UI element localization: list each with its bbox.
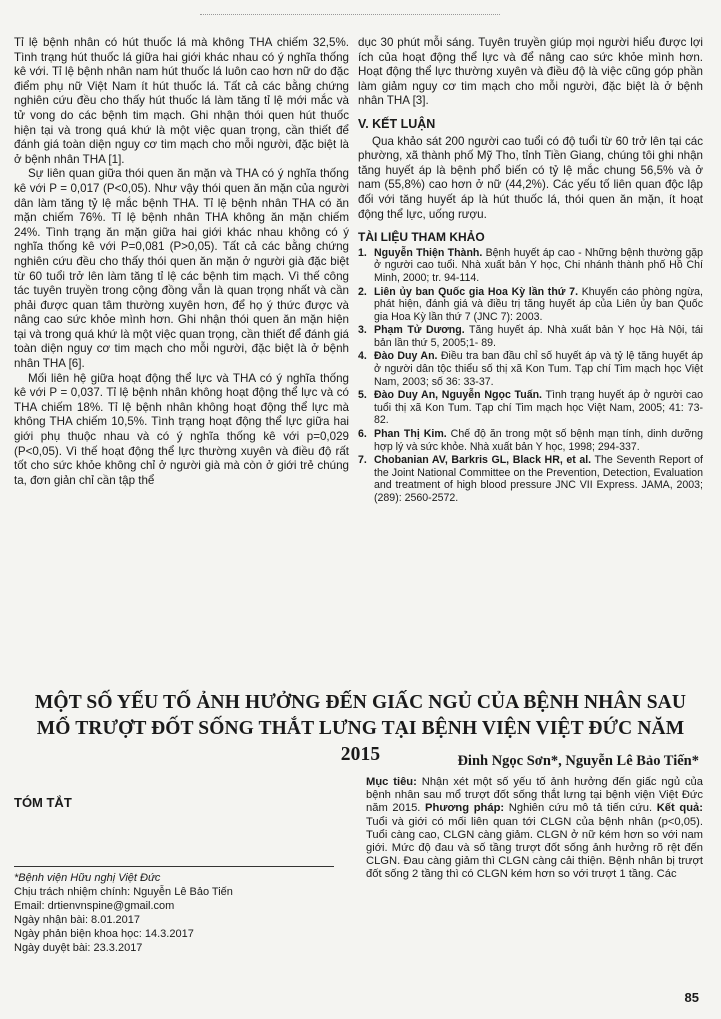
references-heading: TÀI LIỆU THAM KHẢO [358,230,485,245]
reference-text: Điều tra ban đầu chỉ số huyết áp và tỷ lệ tăng huyết áp ở người dân tộc thiểu số thị xã Kon Tum. Tạp chí Tim mạch học Việt Nam, 2003; số 36: 33-37. [374,350,703,388]
reference-item: 2. Liên ủy ban Quốc gia Hoa Kỳ lần thứ 7. Khuyến cáo phòng ngừa, phát hiện, đánh giá và điều trị tăng huyết áp của Liên ủy ban Quốc gia Hoa Kỳ lần thứ 7 (JNC 7): 2003. [358,285,703,323]
reference-text: Khuyến cáo phòng ngừa, phát hiện, đánh giá và điều trị tăng huyết áp của Liên ủy ban Quốc gia Hoa Kỳ lần thứ 7 (JNC 7): 2003. [374,285,703,323]
paragraph-continuation: dục 30 phút mỗi sáng. Tuyên truyền giúp mọi người hiểu được lợi ích của hoạt động thể lực và để nâng cao sức khỏe mình hơn. Hoạt động thể lực thường xuyên và điều độ là việc cũng góp phần làm giảm nguy cơ tim mạch cho mỗi người, đặc biệt là ở bệnh nhân THA [3]. [358,36,703,108]
paragraph-activity: Mối liên hệ giữa hoạt động thể lực và THA có ý nghĩa thống kê với P = 0,037. Tỉ lệ bệnh nhân không hoạt động thể lực và có THA chiếm 18%. Tỉ lệ bệnh nhân không hoạt động thể lực mà không THA chiếm 10,5%. Tình trạng hoạt động thể lực giữa hai giới phụ thuộc nhau và có ý nghĩa thống kê với p=0,029 (P<0,05). Vì thế hoạt động thể lực thường xuyên và điều độ rất tốt cho sức khỏe không chỉ ở người già mà còn ở giới trẻ chúng ta, đơn giản chỉ cần tập thể [14,371,349,487]
paragraph-salt: Sự liên quan giữa thói quen ăn mặn và THA có ý nghĩa thống kê với P = 0,017 (P<0,05). Như vậy thói quen ăn mặn của người dân làm tăng tỷ lệ mắc bệnh THA. Tỉ lệ bệnh nhân THA có ăn mặn chiếm 76%. Tỉ lệ bệnh nhân THA không ăn mặn chiếm 24%. Tình trạng ăn mặn giữa hai giới khác nhau không có ý nghĩa thống kê với P=0,081 (P>0,05). Tất cả các bằng chứng nghiên cứu đều cho thấy thói quen ăn mặn ở người già đặc biệt từ 60 tuổi trở lên làm tăng tỉ lệ các bệnh tim mạch. Vì thế công tác tuyên truyền trong cộng đồng vẫn là quan trọng nhất và cần phải được quan tâm thường xuyên hơn, để họ ý thức được và nâng cao sức khỏe mình hơn. Ghi nhận thói quen ăn mặn hiện tại và trong quá khứ là một việc quan trọng, cần thiết để đánh giá toàn diện nguy cơ tim mạch cho mỗi người, đặc biệt là ở bệnh nhân THA [6]. [14,167,349,371]
reference-author: Phan Thị Kim. [374,428,447,441]
page-number: 85 [684,990,699,1005]
reference-text: Tăng huyết áp. Nhà xuất bản Y học Hà Nội, tái bản lần thứ 5, 2005;1- 89. [374,324,703,349]
method-label: Phương pháp: [425,802,505,815]
reference-list [358,247,703,505]
left-column [14,36,349,488]
received-date: Ngày nhận bài: 8.01.2017 [14,914,140,926]
reference-author: Phạm Tử Dương. [374,324,465,337]
objective-label: Mục tiêu: [366,776,417,788]
paragraph-smoking: Tỉ lệ bệnh nhân có hút thuốc lá mà không THA chiếm 32,5%. Tình trạng hút thuốc lá giữa hai giới khác nhau có ý nghĩa thống kê với. Tỉ lệ bệnh nhân nam hút thuốc lá luôn cao hơn nữ do đặc điểm phụ nữ Việt Nam ít hút thuốc lá. Tất cả các bằng chứng nghiên cứu đều cho thấy hút thuốc lá làm tăng tỉ lệ mới mắc và tử vong do các bệnh tim mạch. Ghi nhận thói quen hút thuốc hiện tại và trong quá khứ là một việc quan trọng, cần thiết để đánh giá toàn diện nguy cơ tim mạch cho mỗi người, đặc biệt là ở bệnh nhân THA [1]. [14,36,349,166]
result-label: Kết quả: [656,802,703,815]
affiliation-block [14,866,334,955]
reference-author: Liên ủy ban Quốc gia Hoa Kỳ lần thứ 7. [374,285,579,298]
reference-text: Bệnh huyết áp cao - Những bệnh thường gặp ở người cao tuổi. Nhà xuất bản Y học, Chi nhánh thành phố Hồ Chí Minh, 2000; tr. 94-114. [374,246,703,284]
header-rule [200,14,500,15]
objective-text: Nhận xét một số yếu tố ảnh hưởng đến giấc ngủ của bệnh nhân sau mổ trượt đốt sống thắt lưng tại bệnh viện Việt Đức năm 2015. [366,776,703,815]
reference-item: 4. Đào Duy An. Điều tra ban đầu chỉ số huyết áp và tỷ lệ tăng huyết áp ở người dân tộc thiểu số thị xã Kon Tum. Tạp chí Tim mạch học Việt Nam, 2003; số 36: 33-37. [358,350,703,388]
approval-date: Ngày duyệt bài: 23.3.2017 [14,942,143,954]
conclusion-heading: V. KẾT LUẬN [358,116,436,131]
responsible-author: Chịu trách nhiệm chính: Nguyễn Lê Bảo Tiến [14,886,233,898]
article-title: MỘT SỐ YẾU TỐ ẢNH HƯỞNG ĐẾN GIẤC NGỦ CỦA BỆNH NHÂN SAU MỔ TRƯỢT ĐỐT SỐNG THẮT LƯNG TẠI BỆNH VIỆN VIỆT ĐỨC NĂM 2015 [34,692,687,765]
article-authors: Đinh Ngọc Sơn*, Nguyễn Lê Bảo Tiến* [457,753,699,769]
reference-item: 5. Đào Duy An, Nguyễn Ngọc Tuấn. Tình trạng huyết áp ở người cao tuổi thị xã Kon Tum. Tạp chí Tim mạch học Việt Nam, 2005; 41: 73-82. [358,389,703,427]
review-date: Ngày phản biện khoa học: 14.3.2017 [14,928,194,940]
reference-item: 1. Nguyễn Thiện Thành. Bệnh huyết áp cao - Những bệnh thường gặp ở người cao tuổi. Nhà xuất bản Y học, Chi nhánh thành phố Hồ Chí Minh, 2000; tr. 94-114. [358,246,703,284]
reference-item: 7. Chobanian AV, Barkris GL, Black HR, et al. The Seventh Report of the Joint National Committee on the Prevention, Detection, Evaluation and treatment of high blood pressure JNC VII Express. JAMA, 2003; (289): 2560-2572. [358,454,703,504]
result-text: Tuổi và giới có mối liên quan tới CLGN của bệnh nhân (p<0,05). Tuổi càng cao, CLGN càng giảm. CLGN ở nữ kém hơn so với nam giới. Mức độ đau và số tầng trượt đốt sống ảnh hưởng rõ rệt đến CLGN. Đau càng giảm thì CLGN càng cải thiện. Bệnh nhân bị trượt đốt sống 2 tầng thì có CLGN kém hơn so với trượt 1 tầng. Các [366,815,703,881]
affiliation: *Bệnh viện Hữu nghị Việt Đức [14,872,161,884]
method-text: Nghiên cứu mô tả tiến cứu. [504,802,657,815]
reference-text: Tình trạng huyết áp ở người cao tuổi thị xã Kon Tum. Tạp chí Tim mạch học Việt Nam, 2005; 41: 73-82. [374,389,703,427]
abstract-text [366,776,703,882]
reference-text: Chế độ ăn trong một số bệnh mạn tính, dinh dưỡng hợp lý và sức khỏe. Nhà xuất bản Y học, 1998; 294-337. [374,428,703,453]
reference-item: 3. Phạm Tử Dương. Tăng huyết áp. Nhà xuất bản Y học Hà Nội, tái bản lần thứ 5, 2005;1- 89. [358,324,703,349]
contact-email: Email: drtienvnspine@gmail.com [14,900,175,912]
reference-author: Đào Duy An. [374,350,438,363]
reference-author: Chobanian AV, Barkris GL, Black HR, et al. [374,454,592,467]
abstract-heading: TÓM TẮT [14,795,72,810]
conclusion-text: Qua khảo sát 200 người cao tuổi có độ tuổi từ 60 trở lên tại các phường, xã thành phố Mỹ Tho, tỉnh Tiền Giang, chúng tôi ghi nhận tăng huyết áp là bệnh phổ biến có tỷ lệ mắc chung 56,5% và ở nam (55,8%) cao hơn ở nữ (44,2%). Các yếu tố liên quan độc lập đối với tăng huyết áp là hút thuốc lá, thói quen ăn mặn, ít hoạt động thể lực, uống rượu. [358,134,703,221]
reference-text: The Seventh Report of the Joint National Committee on the Prevention, Detection, Evaluation and treatment of high blood pressure JNC VII Express. JAMA, 2003; (289): 2560-2572. [374,454,703,504]
right-column [358,36,703,506]
reference-author: Đào Duy An, Nguyễn Ngọc Tuấn. [374,389,543,402]
reference-author: Nguyễn Thiện Thành. [374,246,483,259]
reference-item: 6. Phan Thị Kim. Chế độ ăn trong một số bệnh mạn tính, dinh dưỡng hợp lý và sức khỏe. Nhà xuất bản Y học, 1998; 294-337. [358,428,703,453]
